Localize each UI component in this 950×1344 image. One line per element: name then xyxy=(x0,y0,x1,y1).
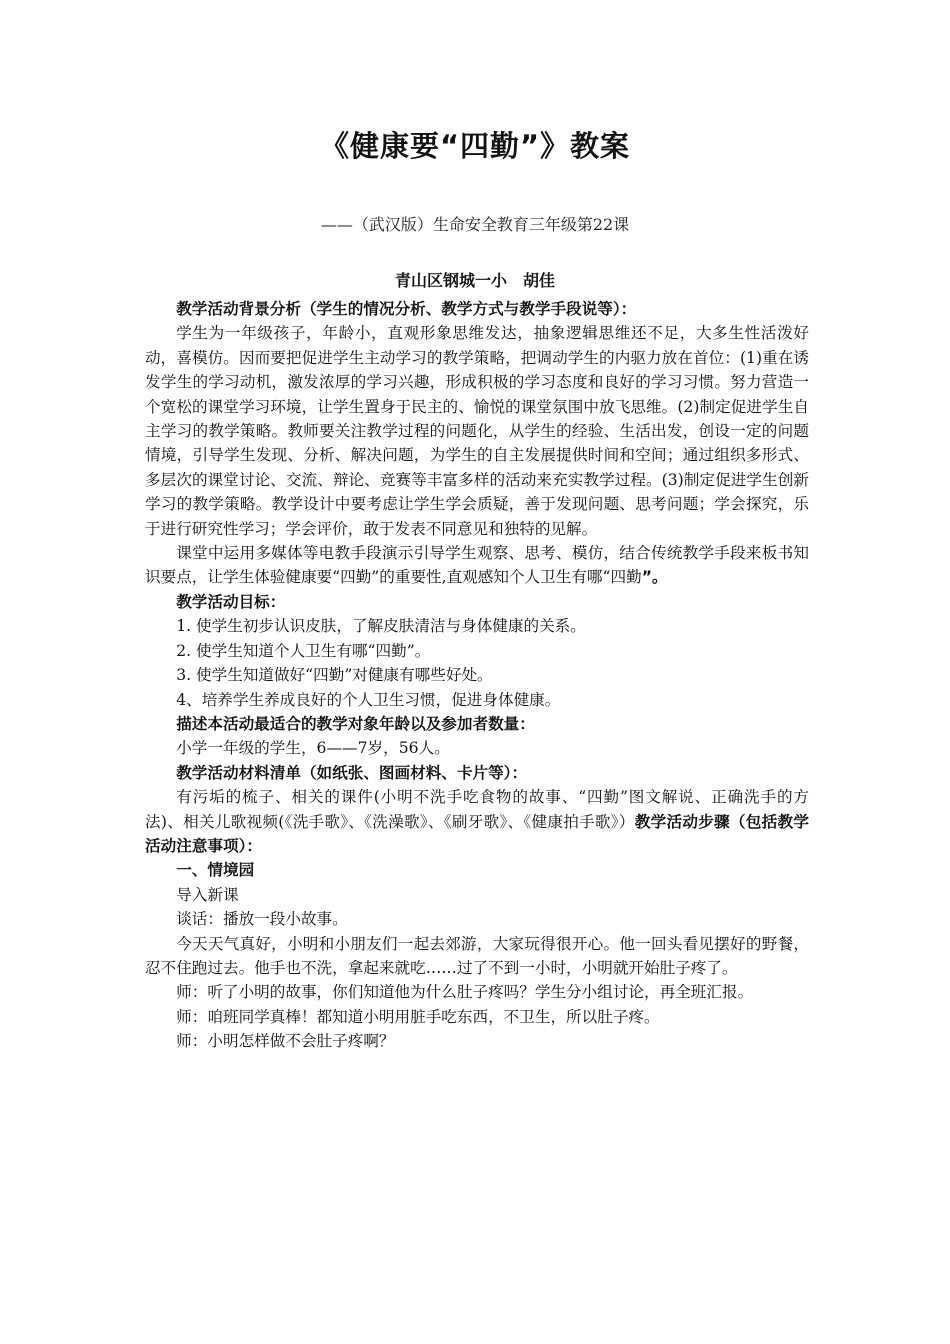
document-title: 《健康要“四勤”》教案 xyxy=(319,129,631,163)
background-paragraph-2-text: 课堂中运用多媒体等电教手段演示引导学生观察、思考、模仿，结合传统教学手段来板书知识要点，让学生体验健康要“四勤”的重要性,直观感知个人卫生有哪“四勤 xyxy=(145,544,809,587)
audience-heading: 描述本活动最适合的教学对象年龄以及参加者数量： xyxy=(176,714,535,733)
background-paragraph-1: 学生为一年级孩子，年龄小，直观形象思维发达，抽象逻辑思维还不足，大多生性活泼好动，喜模仿。因而要把促进学生主动学习的教学策略，把调动学生的内驱力放在首位：(1)重在诱发学生的学习动机，激发浓厚的学习兴趣，形成积极的学习态度和良好的学习习惯。努力营造一个宽松的课堂学习环境，让学生置身于民主的、愉悦的课堂氛围中放飞思维。(2)制定促进学生自主学习的教学策略。教师要关注教学过程的问题化，从学生的经验、生活出发，创设一定的问题情境，引导学生发现、分析、解决问题，为学生的自主发展提供时间和空间；通过组织多形式、多层次的课堂讨论、交流、辩论、竞赛等丰富多样的活动来充实教学过程。(3)制定促进学生创新学习的教学策略。教学设计中要考虑让学生学会质疑，善于发现问题、思考问题；学会探究，乐于进行研究性学习；学会评价，敢于发表不同意见和独特的见解。 xyxy=(145,324,809,538)
author-line: 青山区钢城一小 胡佳 xyxy=(394,271,555,290)
materials-text: 有污垢的梳子、相关的课件(小明不洗手吃食物的故事、“四勤”图文解说、正确洗手的方法)、相关儿歌视频(《洗手歌》、《洗澡歌》、《刷牙歌》、《健康拍手歌》） xyxy=(145,788,809,831)
steps-heading: 教学活动步骤（包括教学活动注意事项）： xyxy=(145,812,809,855)
teacher-line-3: 师：小明怎样做不会肚子疼啊？ xyxy=(176,1032,395,1051)
teacher-line-1: 师：听了小明的故事，你们知道他为什么肚子疼吗？学生分小组讨论，再全班汇报。 xyxy=(176,983,754,1002)
materials-heading: 教学活动材料清单（如纸张、图画材料、卡片等）： xyxy=(176,763,528,782)
goal-item-1: 1. 使学生初步认识皮肤，了解皮肤清洁与身体健康的关系。 xyxy=(176,617,586,636)
audience-text: 小学一年级的学生，6——7岁，56人。 xyxy=(176,739,450,758)
section-1-heading: 一、情境园 xyxy=(176,861,255,880)
goal-item-4: 4、培养学生养成良好的个人卫生习惯，促进身体健康。 xyxy=(176,690,561,709)
document-body xyxy=(145,297,809,1054)
goal-item-3: 3. 使学生知道做好“四勤”对健康有哪些好处。 xyxy=(176,666,493,685)
teacher-line-2: 师：咱班同学真棒！都知道小明用脏手吃东西，不卫生，所以肚子疼。 xyxy=(176,1007,660,1026)
materials-paragraph xyxy=(145,785,809,858)
goals-heading: 教学活动目标： xyxy=(176,592,286,611)
section-1-subheading: 导入新课 xyxy=(176,885,239,904)
talk-line: 谈话：播放一段小故事。 xyxy=(176,910,348,929)
story-paragraph: 今天天气真好，小明和小朋友们一起去郊游，大家玩得很开心。他一回头看见摆好的野餐，忍不住跑过去。他手也不洗，拿起来就吃……过了不到一小时，小明就开始肚子疼了。 xyxy=(145,934,809,977)
background-paragraph-2 xyxy=(145,541,809,590)
background-paragraph-2-end: ”。 xyxy=(641,568,668,587)
background-heading: 教学活动背景分析（学生的情况分析、教学方式与教学手段说等）： xyxy=(176,300,637,318)
document-subtitle: ——（武汉版）生命安全教育三年级第22课 xyxy=(320,215,630,234)
goal-item-2: 2. 使学生知道个人卫生有哪“四勤”。 xyxy=(176,641,431,660)
